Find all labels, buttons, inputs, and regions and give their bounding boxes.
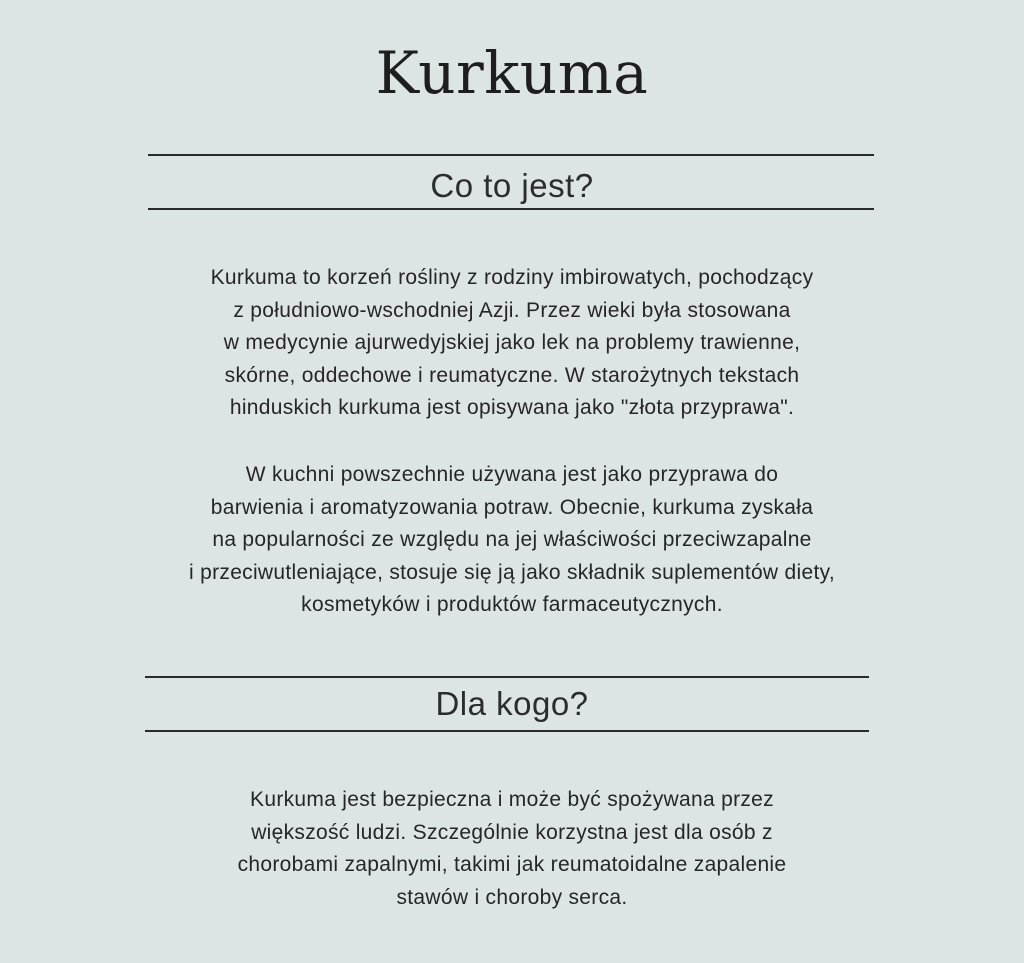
- paragraph-line: na popularności ze względu na jej właściwości przeciwzapalne: [212, 528, 812, 551]
- paragraph-description: [0, 262, 1024, 425]
- section-heading-for-whom: Dla kogo?: [435, 685, 589, 722]
- paragraph-audience: [0, 784, 1024, 914]
- paragraph-line: z południowo-wschodniej Azji. Przez wieki była stosowana: [233, 298, 791, 322]
- section-divider-top: [148, 154, 874, 156]
- paragraph-line: stawów i choroby serca.: [396, 885, 628, 909]
- paragraph-line: większość ludzi. Szczególnie korzystna jest dla osób z: [251, 820, 773, 844]
- paragraph-line: Kurkuma jest bezpieczna i może być spożywana przez: [250, 788, 774, 811]
- paragraph-line: w medycynie ajurwedyjskiej jako lek na problemy trawienne,: [223, 331, 801, 354]
- paragraph-line: chorobami zapalnymi, takimi jak reumatoidalne zapalenie: [237, 853, 787, 876]
- section-divider-top: [145, 676, 869, 678]
- paragraph-line: kosmetyków i produktów farmaceutycznych.: [301, 593, 723, 616]
- section-heading-what-is-it: Co to jest?: [430, 167, 594, 204]
- paragraph-line: i przeciwutleniające, stosuje się ją jako składnik suplementów diety,: [189, 560, 835, 584]
- section-divider-bottom: [145, 730, 869, 732]
- paragraph-line: hinduskich kurkuma jest opisywana jako "złota przyprawa".: [229, 396, 795, 419]
- paragraph-line: skórne, oddechowe i reumatyczne. W starożytnych tekstach: [224, 363, 800, 387]
- paragraph-line: barwienia i aromatyzowania potraw. Obecnie, kurkuma zyskała: [210, 495, 814, 519]
- paragraph-usage: [0, 459, 1024, 622]
- section-divider-bottom: [148, 208, 874, 210]
- paragraph-line: Kurkuma to korzeń rośliny z rodziny imbirowatych, pochodzący: [210, 266, 814, 289]
- page-title: Kurkuma: [375, 39, 649, 107]
- paragraph-line: W kuchni powszechnie używana jest jako przyprawa do: [245, 463, 779, 486]
